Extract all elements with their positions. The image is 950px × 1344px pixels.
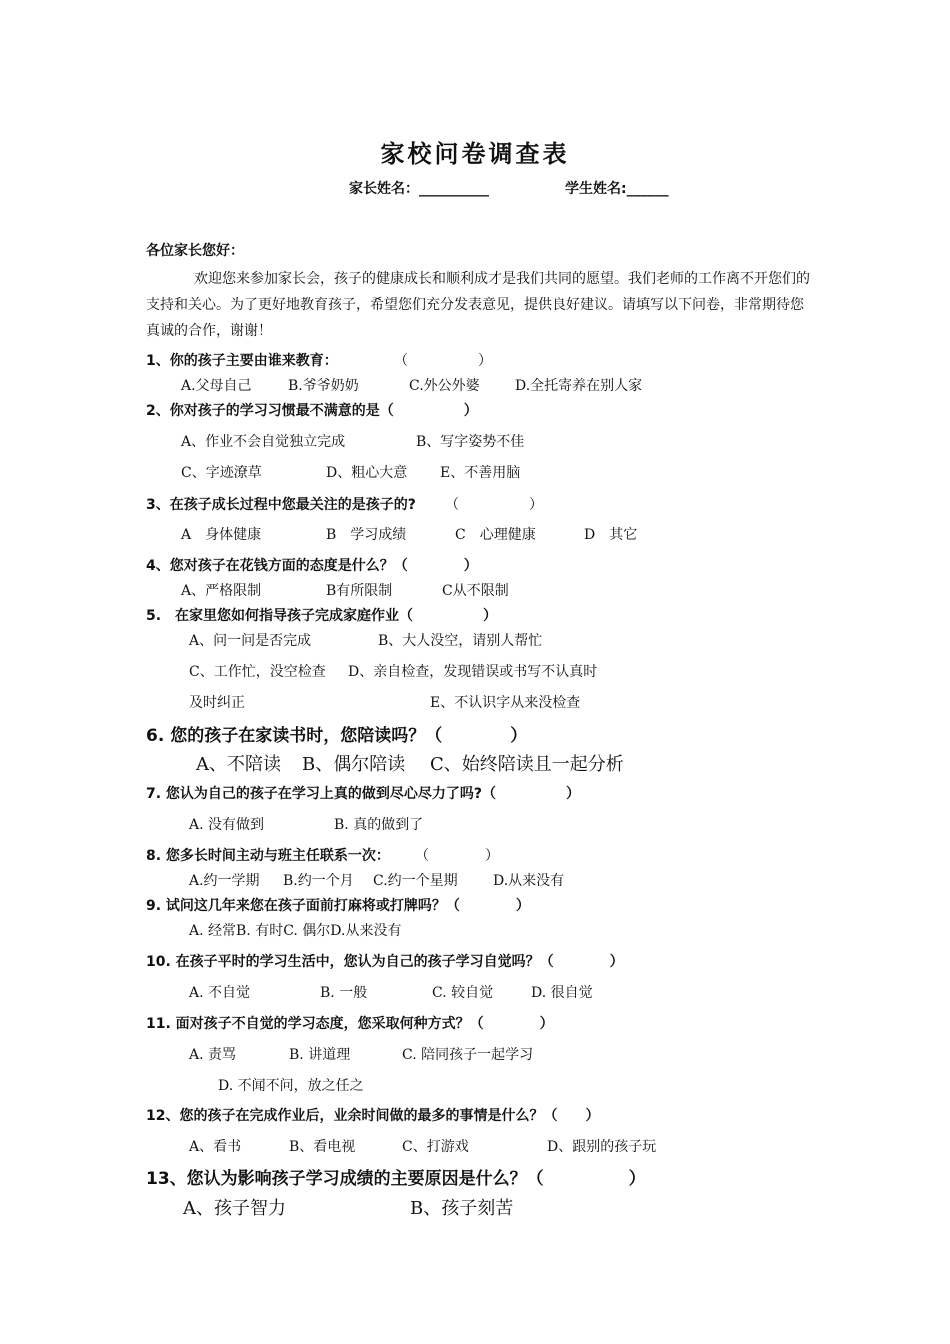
option[interactable]: C. 较自觉 (432, 985, 494, 1001)
option[interactable]: B有所限制 (326, 583, 393, 599)
option[interactable]: B. 真的做到了 (334, 817, 424, 833)
option[interactable]: A.父母自己 (181, 378, 252, 394)
option[interactable]: D、跟别的孩子玩 (547, 1139, 657, 1155)
option[interactable]: E、不善用脑 (440, 465, 521, 481)
student-name-field[interactable]: 学生姓名:______ (565, 181, 669, 197)
option[interactable]: A、严格限制 (181, 583, 262, 599)
question-13: 13、您认为影响孩子学习成绩的主要原因是什么？（ ） (146, 1169, 646, 1189)
option[interactable]: A、作业不会自觉独立完成 (181, 434, 346, 450)
option[interactable]: D、粗心大意 (326, 465, 408, 481)
option[interactable]: A、不陪读 (196, 754, 281, 775)
option[interactable]: B. 讲道理 (289, 1047, 351, 1063)
option[interactable]: D. 很自觉 (531, 985, 593, 1001)
option[interactable]: C、始终陪读且一起分析 (430, 754, 624, 775)
question-12: 12、您的孩子在完成作业后，业余时间做的最多的事情是什么？（ ） (146, 1108, 600, 1124)
option[interactable]: B、写字姿势不佳 (416, 434, 525, 450)
option[interactable]: B. 一般 (320, 985, 368, 1001)
option[interactable]: D 其它 (584, 527, 638, 543)
question-7: 7. 您认为自己的孩子在学习上真的做到尽心尽力了吗?（ ） (146, 786, 581, 802)
question-5: 5. 在家里您如何指导孩子完成家庭作业（ ） (146, 608, 498, 624)
option[interactable]: A、孩子智力 (183, 1198, 286, 1219)
question-2: 2、你对孩子的学习习惯最不满意的是（ ） (146, 403, 478, 419)
option[interactable]: B、看电视 (289, 1139, 356, 1155)
option[interactable]: B、孩子刻苦 (410, 1198, 514, 1219)
parent-name-field[interactable]: 家长姓名：__________ (349, 181, 489, 197)
option[interactable]: C 心理健康 (455, 527, 536, 543)
option[interactable]: A. 不自觉 (189, 985, 251, 1001)
option[interactable]: E、不认识字从来没检查 (430, 695, 581, 711)
option[interactable]: A.约一学期 (189, 873, 260, 889)
option[interactable]: C. 陪同孩子一起学习 (402, 1047, 534, 1063)
option[interactable]: B、大人没空，请别人帮忙 (378, 633, 543, 649)
answer-blank-8[interactable]: （ ） (415, 848, 499, 864)
option[interactable]: A 身体健康 (181, 527, 262, 543)
question-6: 6. 您的孩子在家读书时，您陪读吗？（ ） (146, 726, 528, 746)
question-9: 9. 试问这几年来您在孩子面前打麻将或打牌吗？（ ） (146, 898, 530, 914)
option[interactable]: C、字迹潦草 (181, 465, 262, 481)
answer-blank-3[interactable]: （ ） (445, 497, 543, 513)
option[interactable]: B、偶尔陪读 (302, 754, 406, 775)
option[interactable]: C.约一个星期 (373, 873, 458, 889)
option[interactable]: B.约一个月 (283, 873, 354, 889)
answer-blank-1[interactable]: （ ） (394, 353, 492, 369)
option[interactable]: A、问一问是否完成 (189, 633, 312, 649)
option[interactable]: D.全托寄养在别人家 (515, 378, 643, 394)
intro-paragraph: 欢迎您来参加家长会，孩子的健康成长和顺利成才是我们共同的愿望。我们老师的工作离不开您们的支持和关心。为了更好地教育孩子，希望您们充分发表意见，提供良好建议。请填写以下问卷，非常期待您真诚的合作，谢谢！ (146, 271, 810, 339)
option[interactable]: B 学习成绩 (326, 527, 407, 543)
option[interactable]: D. 不闻不问，放之任之 (218, 1078, 364, 1094)
option[interactable]: A. 经常B. 有时C. 偶尔D.从来没有 (189, 923, 402, 939)
option[interactable]: C.外公外婆 (409, 378, 480, 394)
page-title: 家校问卷调查表 (380, 139, 570, 168)
question-10: 10. 在孩子平时的学习生活中，您认为自己的孩子学习自觉吗？（ ） (146, 954, 624, 970)
option[interactable]: A. 责骂 (189, 1047, 237, 1063)
greeting: 各位家长您好： (146, 243, 244, 259)
option[interactable]: B.爷爷奶奶 (288, 378, 359, 394)
question-1: 1、你的孩子主要由谁来教育： (146, 353, 338, 369)
option[interactable]: D、亲自检查，发现错误或书写不认真时 (348, 664, 598, 680)
option[interactable]: C从不限制 (442, 583, 509, 599)
question-3: 3、在孩子成长过程中您最关注的是孩子的? (146, 497, 416, 513)
question-4: 4、您对孩子在花钱方面的态度是什么？（ ） (146, 558, 478, 574)
question-8: 8. 您多长时间主动与班主任联系一次： (146, 848, 390, 864)
option[interactable]: C、打游戏 (402, 1139, 469, 1155)
option[interactable]: A. 没有做到 (189, 817, 265, 833)
option[interactable]: C、工作忙，没空检查 (189, 664, 326, 680)
option[interactable]: D.从来没有 (493, 873, 565, 889)
option-continuation: 及时纠正 (189, 695, 245, 711)
option[interactable]: A、看书 (189, 1139, 242, 1155)
question-11: 11. 面对孩子不自觉的学习态度，您采取何种方式？（ ） (146, 1016, 554, 1032)
